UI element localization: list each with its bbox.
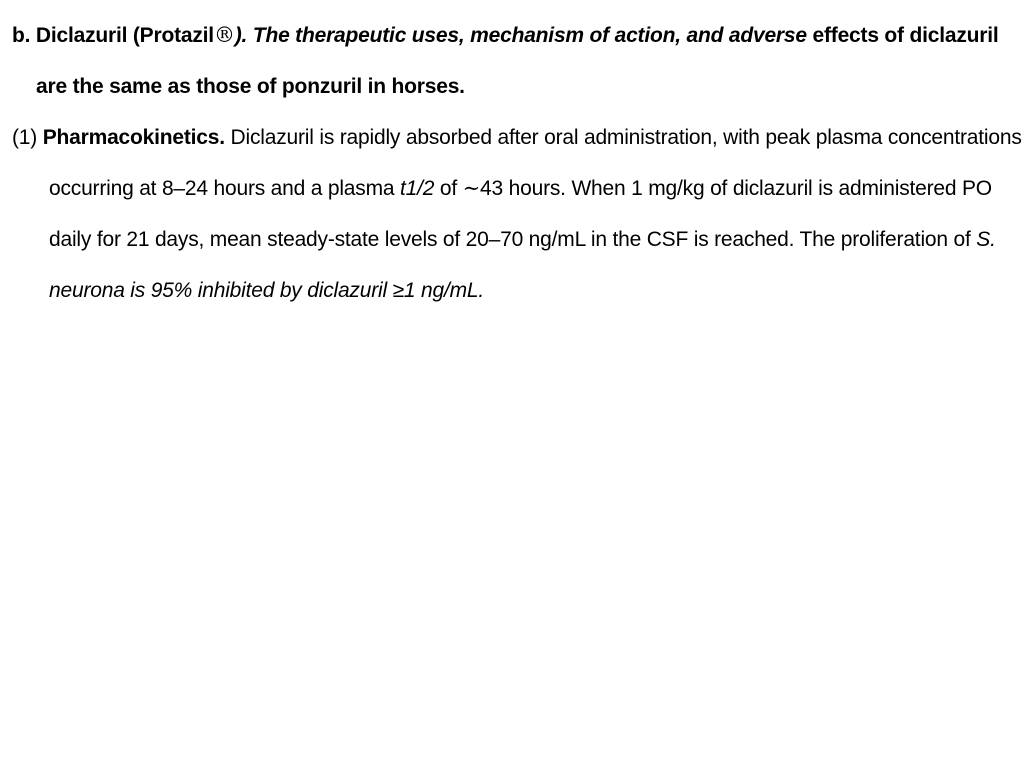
pharmacokinetics-text-part-2: 43 hours. When 1 mg/kg of diclazuril is administered PO daily for 21 days, mean steady-state levels of 20–70 ng/mL in the CSF is reached. The proliferation of [49, 177, 992, 251]
pharmacokinetics-number: (1) [12, 126, 38, 149]
diclazuril-italic-description: ). The therapeutic uses, mechanism of action, and adverse [234, 24, 807, 47]
diclazuril-heading: b. Diclazuril (Protazil [12, 24, 214, 47]
pharmacokinetics-heading: Pharmacokinetics. [42, 126, 225, 149]
approximately-symbol: ∼ [462, 176, 481, 200]
registered-mark: ® [213, 23, 235, 47]
diclazuril-description-continuation: effects of diclazuril are the same as those of ponzuril in horses. [36, 24, 999, 98]
pharmacokinetics-paragraph [12, 112, 1024, 316]
pharmacokinetics-italic-tail: S. neurona is 95% inhibited by diclazuril ≥1 ng/mL. [49, 228, 996, 302]
half-life-term: t1/2 [400, 177, 435, 200]
pharmacokinetics-text-part-1: Diclazuril is rapidly absorbed after oral administration, with peak plasma concentrations occurring at 8–24 hours and a plasma [49, 126, 1022, 200]
pharmacokinetics-text-of: of [439, 177, 457, 200]
diclazuril-paragraph [12, 10, 1024, 112]
